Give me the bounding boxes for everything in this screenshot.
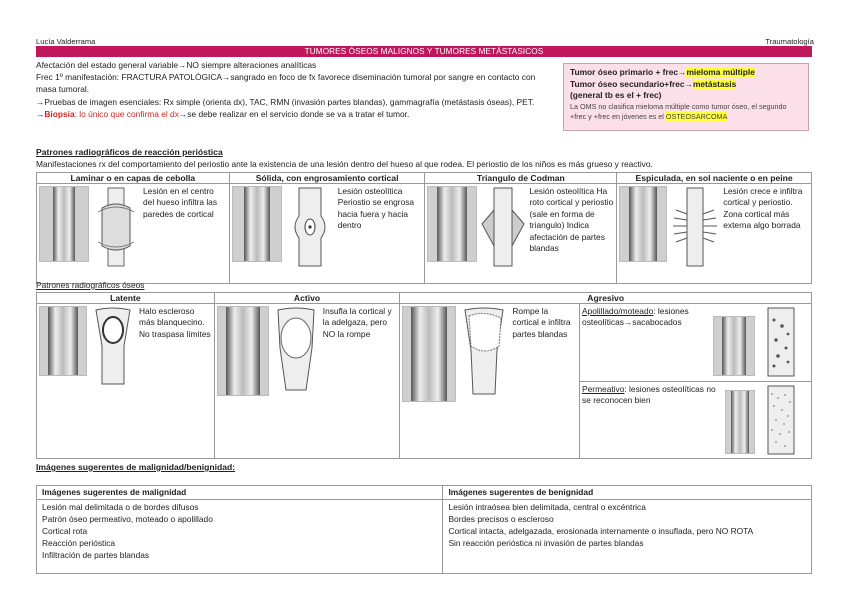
periosteal-text-4: Lesión crece e infiltra cortical y periostio. Zona cortical más externa algo borrada bbox=[723, 186, 803, 231]
bone-text-aggressive: Rompe la cortical e infiltra partes blandas bbox=[512, 306, 571, 339]
bone-diagram-solid bbox=[285, 186, 335, 268]
bone-diagram-onion bbox=[92, 186, 140, 268]
malign-item: Lesión mal delimitada o de bordes difusos bbox=[42, 502, 199, 512]
periosteal-cell-3 bbox=[425, 184, 617, 284]
box-line-3 bbox=[570, 90, 802, 102]
periosteal-header-4: Espiculada, en sol naciente o en peine bbox=[617, 173, 812, 184]
bone-diagram-spiculated bbox=[670, 186, 720, 268]
bone-text-active: Insufla la cortical y la adelgaza, pero NO la rompe bbox=[322, 306, 392, 339]
box-l4b: OSTEOSARCOMA bbox=[665, 111, 728, 121]
biopsy-label: Biopsia bbox=[44, 108, 75, 119]
bone-patterns-table bbox=[36, 292, 812, 459]
bone-cell-aggressive bbox=[400, 304, 580, 459]
bone-cell-latent bbox=[37, 304, 215, 459]
periosteal-text-1: Lesión en el centro del hueso infiltra las paredes de cortical bbox=[143, 186, 218, 219]
xray-image bbox=[217, 306, 269, 396]
periosteal-cell-2 bbox=[229, 184, 425, 284]
bone-diagram-aggressive bbox=[459, 306, 509, 396]
biopsy-note: : lo único que confirma el dx bbox=[74, 108, 179, 119]
intro-line-4 bbox=[36, 108, 558, 120]
box-line-1 bbox=[570, 67, 802, 79]
malign-item: Reacción perióstica bbox=[42, 538, 116, 548]
biopsy-rest: →se debe realizar en el servicio donde se va a tratar el tumor. bbox=[178, 108, 410, 119]
periosteal-description: Manifestaciones rx del comportamiento del periostio ante la existencia de una lesión dentro del hueso al que rodea. El periostio de los niños es más grueso y reactivo. bbox=[36, 159, 653, 169]
periosteal-title: Patrones radiográficos de reacción perióstica bbox=[36, 147, 223, 157]
xray-image bbox=[39, 186, 89, 262]
benign-item: Bordes precisos o escleroso bbox=[448, 514, 554, 524]
permeativo-desc: : lesiones osteolíticas no se reconocen bien bbox=[582, 384, 716, 406]
intro-line-1: Afectación del estado general variable→NO siempre alteraciones analíticas bbox=[36, 60, 317, 70]
benign-header: Imágenes sugerentes de benignidad bbox=[443, 486, 812, 500]
highlight-box bbox=[563, 63, 809, 131]
bone-cell-subtypes bbox=[580, 304, 812, 459]
box-l4: La OMS no clasifica mieloma múltiple como tumor óseo, el segundo +frec y +frec en jóvenes es el bbox=[570, 101, 787, 121]
intro-text bbox=[36, 59, 558, 120]
benign-item: Sin reacción perióstica ni invasión de partes blandas bbox=[448, 538, 644, 548]
periosteal-cell-1 bbox=[37, 184, 230, 284]
malign-item: Cortical rota bbox=[42, 526, 88, 536]
benign-cell bbox=[443, 500, 812, 574]
bone-diagram-permeative bbox=[758, 384, 804, 456]
periosteal-table bbox=[36, 172, 812, 284]
box-l1a: Tumor óseo primario + frec→ bbox=[570, 67, 687, 77]
intro-line-2: Frec 1º manifestación: FRACTURA PATOLÓGICA→sangrado en foco de fx favorece diseminación tumoral por sangre en contacto con masa tumoral. bbox=[36, 72, 536, 95]
bone-header-latent: Latente bbox=[37, 293, 215, 304]
box-l3: (general tb es el + frec) bbox=[570, 90, 662, 100]
bone-header-active: Activo bbox=[214, 293, 400, 304]
malignancy-title: Imágenes sugerentes de malignidad/benignidad: bbox=[36, 462, 236, 472]
bone-header-aggressive: Agresivo bbox=[400, 293, 812, 304]
bone-patterns-title: Patrones radiográficos óseos bbox=[36, 280, 145, 290]
box-l2a: Tumor óseo secundario+frec→ bbox=[570, 78, 693, 89]
periosteal-text-2: Lesión osteolítica Periostio se engrosa hacia fuera y hacia dentro bbox=[337, 186, 415, 231]
box-l1b: mieloma múltiple bbox=[686, 67, 755, 77]
permeativo-text bbox=[582, 384, 722, 456]
box-l2b: metástasis bbox=[692, 78, 737, 89]
page-title: TUMORES ÓSEOS MALIGNOS Y TUMORES METÁSTASICOS bbox=[36, 46, 812, 57]
xray-image bbox=[725, 390, 755, 454]
apolillado-desc: : lesiones osteolíticas→sacabocados bbox=[582, 306, 689, 328]
xray-image bbox=[39, 306, 87, 376]
box-line-4 bbox=[570, 102, 802, 123]
periosteal-header-2: Sólida, con engrosamiento cortical bbox=[229, 173, 425, 184]
xray-image bbox=[402, 306, 456, 402]
permeativo-label: Permeativo bbox=[582, 384, 625, 394]
xray-image bbox=[713, 316, 755, 376]
malign-cell bbox=[37, 500, 443, 574]
bone-diagram-codman bbox=[480, 186, 526, 268]
author: Lucía Valderrama bbox=[36, 37, 96, 46]
apolillado-label: Apolillado/moteado bbox=[582, 306, 654, 316]
intro-line-3: →Pruebas de imagen esenciales: Rx simple (orienta dx), TAC, RMN (invasión partes blandas), gammagrafía (metástasis óseas), PET. bbox=[36, 96, 535, 107]
bone-diagram-active bbox=[272, 306, 320, 392]
xray-image bbox=[427, 186, 477, 262]
benign-item: Lesión intraósea bien delimitada, central o excéntrica bbox=[448, 502, 646, 512]
periosteal-header-3: Triangulo de Codman bbox=[425, 173, 617, 184]
apolillado-row bbox=[580, 304, 811, 382]
bone-diagram-latent bbox=[90, 306, 136, 386]
bone-text-latent: Halo escleroso más blanquecino. No traspasa límites bbox=[139, 306, 211, 339]
xray-image bbox=[619, 186, 667, 262]
xray-image bbox=[232, 186, 282, 262]
benign-item: Cortical intacta, adelgazada, erosionada internamente o insuflada, pero NO ROTA bbox=[448, 526, 754, 536]
malign-item: Patrón óseo permeativo, moteado o apolillado bbox=[42, 514, 213, 524]
periosteal-header-1: Laminar o en capas de cebolla bbox=[37, 173, 230, 184]
arrow-text: → bbox=[36, 108, 45, 119]
apolillado-text bbox=[582, 306, 710, 379]
bone-cell-active bbox=[214, 304, 400, 459]
subject: Traumatología bbox=[765, 37, 814, 46]
periosteal-cell-4 bbox=[617, 184, 812, 284]
malign-header: Imágenes sugerentes de malignidad bbox=[37, 486, 443, 500]
periosteal-text-3: Lesión osteolítica Ha roto cortical y periostio (sale en forma de triangulo) Indica afectación de partes blandas bbox=[529, 186, 614, 254]
permeativo-row bbox=[580, 382, 811, 458]
malign-item: Infiltración de partes blandas bbox=[42, 550, 150, 560]
malignancy-table bbox=[36, 485, 812, 574]
bone-diagram-moth-eaten bbox=[758, 306, 804, 378]
box-line-2 bbox=[570, 79, 802, 91]
